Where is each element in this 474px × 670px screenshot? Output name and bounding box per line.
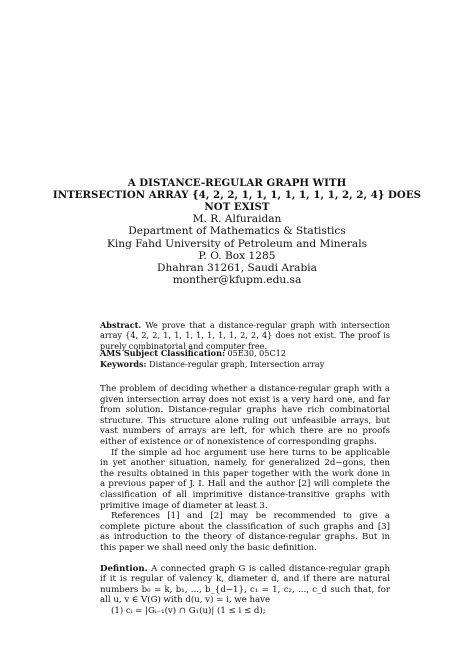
- paper-title: [0, 177, 474, 213]
- classification-block: [100, 348, 390, 370]
- keywords-value: Distance-regular graph, Intersection array: [149, 358, 325, 369]
- ams-label: AMS Subject Classification:: [100, 348, 225, 358]
- body-text: [100, 384, 390, 616]
- author-block: [0, 213, 474, 287]
- abstract-label: Abstract.: [100, 320, 142, 330]
- keywords-line: [100, 359, 390, 370]
- ams-line: [100, 348, 390, 359]
- title-line-3: NOT EXIST: [204, 201, 270, 213]
- author-university: King Fahd University of Petroleum and Minerals: [106, 237, 368, 250]
- author-department: Department of Mathematics & Statistics: [128, 225, 346, 238]
- definition-item-1: (1) cᵢ = |Gᵢ₋₁(v) ∩ G₁(u)| (1 ≤ i ≤ d);: [111, 605, 266, 616]
- ams-value: 05E30, 05C12: [227, 348, 286, 358]
- author-email: monther@kfupm.edu.sa: [172, 274, 302, 287]
- title-line-2: INTERSECTION ARRAY {4, 2, 2, 1, 1, 1, 1, 1, 1, 1, 2, 2, 4} DOES: [52, 189, 422, 201]
- author-po-box: P. O. Box 1285: [198, 249, 276, 262]
- title-line-1: A DISTANCE-REGULAR GRAPH WITH: [127, 177, 347, 189]
- author-city: Dhahran 31261, Saudi Arabia: [157, 262, 317, 275]
- abstract: [100, 320, 390, 351]
- abstract-text: We prove that a distance-regular graph with intersection array {4, 2, 2, 1, 1, 1, 1, 1, 1, 1, 2, 2, 4} does not exist. The proof is purely combinatorial and computer free.: [100, 320, 390, 351]
- definition-label: Defintion.: [100, 563, 148, 574]
- paragraph-3: References [1] and [2] may be recommended to give a complete picture about the classification of such graphs and [3] as introduction to the theory of distance-regular graphs. But in this paper we shall need only the basic definition.: [100, 511, 390, 553]
- paragraph-1: The problem of deciding whether a distance-regular graph with a given intersection array does not exist is a very hard one, and far from solution. Distance-regular graphs have rich combinatorial structure. This structure alone ruling out unfeasible arrays, but vast numbers of arrays are left, for which there are no proofs either of existence or of nonexistence of corresponding graphs.: [100, 384, 390, 447]
- author-name: M. R. Alfuraidan: [192, 213, 282, 225]
- definition-text: A connected graph G is called distance-regular graph if it is regular of valency k, diameter d, and if there are natural numbers b₀ = k, b₁, ..., b_{d−1}, c₁ = 1, c₂, ..., c_d such that, for all u, v ∈ V(G) with d(u, v) = i, we have: [100, 563, 390, 606]
- definition-paragraph: [100, 564, 390, 606]
- paragraph-2: If the simple ad hoc argument use here turns to be applicable in yet another situation, namely, for generalized 2d−gons, then the results obtained in this paper together with the work done in a previous paper of J. I. Hall and the author [2] will complete the classification of all imprimitive distance-transitive graphs with primitive image of diameter at least 3.: [100, 447, 390, 511]
- keywords-label: Keywords:: [100, 358, 147, 369]
